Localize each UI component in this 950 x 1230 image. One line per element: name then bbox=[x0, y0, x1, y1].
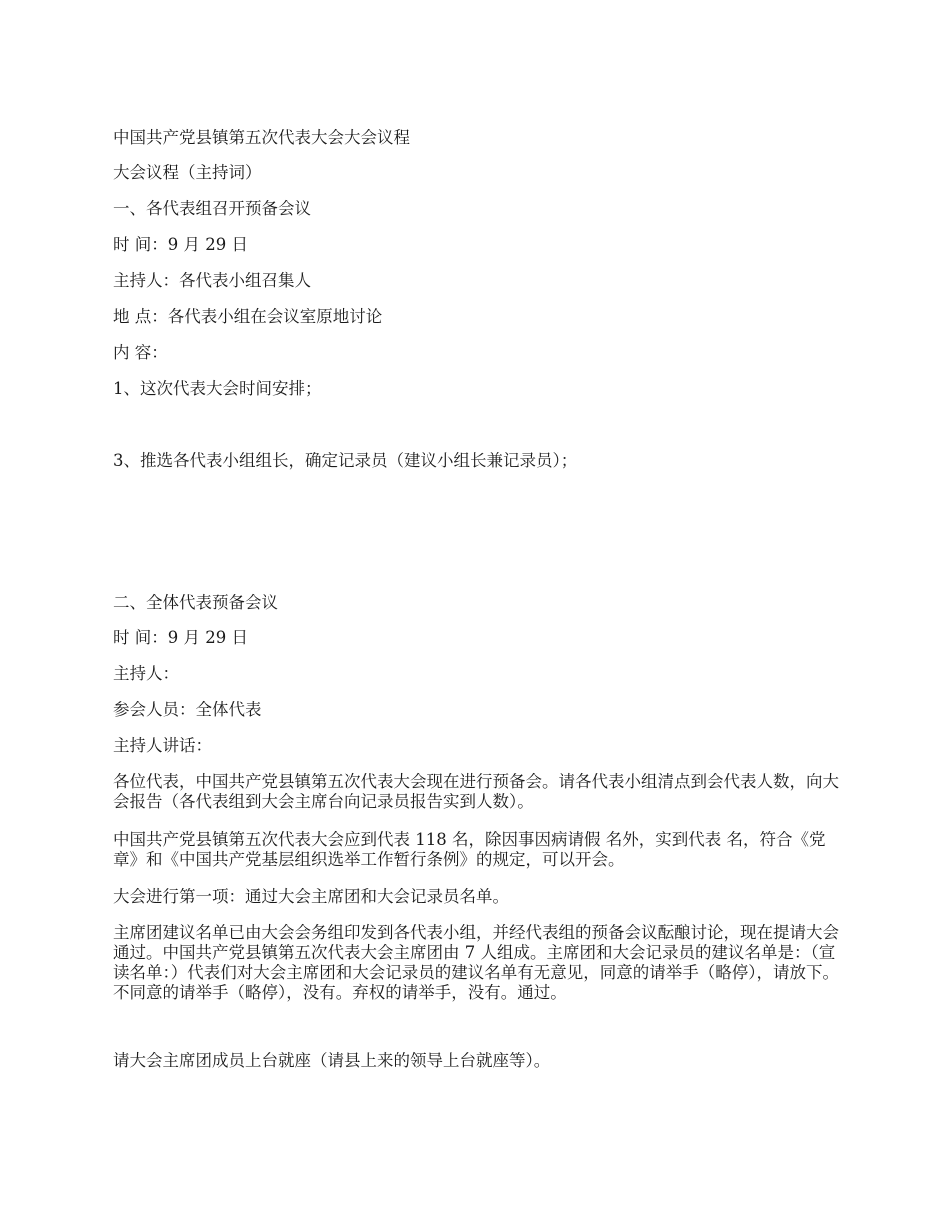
paragraph-seating: 请大会主席团成员上台就座（请县上来的领导上台就座等）。 bbox=[113, 1051, 551, 1070]
section1-heading: 一、各代表组召开预备会议 bbox=[113, 199, 311, 218]
paragraph-presidium-list: 主席团建议名单已由大会会务组印发到各代表小组，并经代表组的预备会议酝酿讨论，现在提请大会通过。中国共产党县镇第五次代表大会主席团由 7 人组成。主席团和大会记录员的建议名单是：（宣读名单：）代表们对大会主席团和大会记录员的建议名单有无意见，同意的请举手（略停），请放下。不同意的请举手（略停），没有。弃权的请举手，没有。通过。 bbox=[113, 923, 839, 1002]
section1-item-3: 3、推选各代表小组组长，确定记录员（建议小组长兼记录员）； bbox=[113, 451, 578, 470]
section2-host: 主持人： bbox=[113, 664, 179, 683]
paragraph-first-item: 大会进行第一项：通过大会主席团和大会记录员名单。 bbox=[113, 887, 509, 906]
document-title: 中国共产党县镇第五次代表大会大会议程 bbox=[113, 128, 410, 147]
section1-content-label: 内 容： bbox=[113, 343, 168, 362]
section2-speech-label: 主持人讲话： bbox=[113, 736, 212, 755]
section1-host: 主持人：各代表小组召集人 bbox=[113, 271, 311, 290]
section2-heading: 二、全体代表预备会议 bbox=[113, 593, 278, 612]
paragraph-attendance: 中国共产党县镇第五次代表大会应到代表 118 名，除因事因病请假 名外，实到代表 名，符合《党章》和《中国共产党基层组织选举工作暂行条例》的规定，可以开会。 bbox=[113, 830, 826, 869]
section1-item-1: 1、这次代表大会时间安排； bbox=[113, 379, 322, 398]
section2-time: 时 间：9 月 29 日 bbox=[113, 628, 248, 647]
document-subtitle: 大会议程（主持词） bbox=[113, 163, 262, 182]
section1-place: 地 点：各代表小组在会议室原地讨论 bbox=[113, 307, 383, 326]
section1-time: 时 间：9 月 29 日 bbox=[113, 235, 248, 254]
paragraph-opening: 各位代表，中国共产党县镇第五次代表大会现在进行预备会。请各代表小组清点到会代表人数，向大会报告（各代表组到大会主席台向记录员报告实到人数）。 bbox=[113, 772, 839, 811]
section2-attendees: 参会人员：全体代表 bbox=[113, 700, 262, 719]
